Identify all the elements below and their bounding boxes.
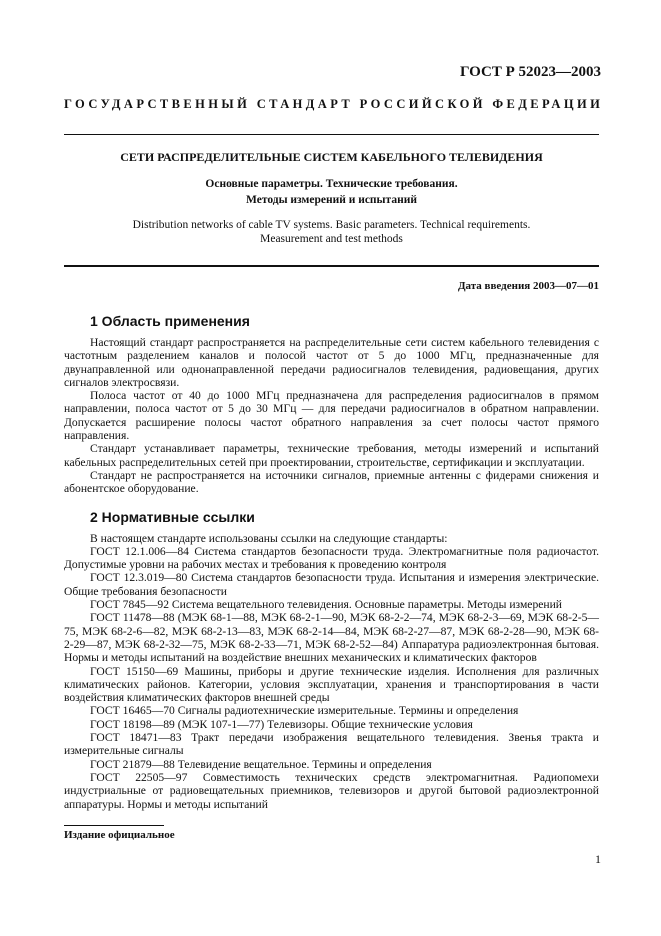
official-edition-note: Издание официальное [64,829,175,841]
reference-item: ГОСТ 11478—88 (МЭК 68-1—88, МЭК 68-2-1—90, МЭК 68-2-2—74, МЭК 68-2-3—69, МЭК 68-2-5—75, МЭК 68-2-6—82, МЭК 68-2-13—83, МЭК 68-2-14—84, МЭК 68-2-27—87, МЭК 68-2-28—90, МЭК 68-2-29—87, МЭК 68-2-32—75, МЭК 68-2-33—71, МЭК 68-2-52—84) Аппаратура радиоэлектронная бытовая. Нормы и методы испытаний на воздействие внешних механических и климатических факторов [64,611,599,665]
english-title-line-1: Distribution networks of cable TV systems. Basic parameters. Technical requirements. [132,219,531,231]
reference-item: ГОСТ 18198—89 (МЭК 107-1—77) Телевизоры. Общие технические условия [90,717,473,731]
footer-rule [64,825,164,826]
standard-code: ГОСТ Р 52023—2003 [459,64,601,80]
header-rule [64,134,599,135]
section-1-paragraph: Стандарт устанавливает параметры, технические требования, методы измерений и испытаний кабельных распределительных сетей при проектировании, строительстве, сертификации и эксплуатации. [64,442,599,469]
section-1-paragraph: Стандарт не распространяется на источники сигналов, приемные антенны с фидерами снижения и абонентское оборудование. [64,468,599,496]
reference-item: ГОСТ 12.1.006—84 Система стандартов безопасности труда. Электромагнитные поля радиочастот. Допустимые уровни на рабочих местах и требования к проведению контроля [64,544,599,572]
reference-item: ГОСТ 16465—70 Сигналы радиотехнические измерительные. Термины и определения [90,704,519,718]
section-2-intro: В настоящем стандарте использованы ссылки на следующие стандарты: [90,531,448,545]
reference-item: ГОСТ 22505—97 Совместимость технических средств электромагнитная. Радиопомехи индустриальные от радиовещательных приемников, телевизоров и другой бытовой радиоэлектронной аппаратуры. Нормы и методы испытаний [64,770,599,811]
document-body [64,312,599,811]
reference-item: ГОСТ 12.3.019—80 Система стандартов безопасности труда. Испытания и измерения электрические. Общие требования безопасности [64,571,599,598]
reference-item: ГОСТ 18471—83 Тракт передачи изображения вещательного телевидения. Звенья тракта и измерительные сигналы [64,731,599,758]
title-rule [64,265,599,267]
reference-item: ГОСТ 7845—92 Система вещательного телевидения. Основные параметры. Методы измерений [90,598,563,612]
section-1-heading: 1 Область применения [90,313,250,329]
state-standard-banner: ГОСУДАРСТВЕННЫЙ СТАНДАРТ РОССИЙСКОЙ ФЕДЕРАЦИИ [64,97,604,111]
document-subtitle [64,176,599,208]
section-1-paragraph: Полоса частот от 40 до 1000 МГц предназначена для распределения радиосигналов в прямом направлении, полоса частот от 5 до 30 МГц — для передачи радиосигналов в обратном направлении. Допускается расширение полосы частот обратного направления за счет полосы частот прямого направления. [64,389,599,443]
section-1-paragraph: Настоящий стандарт распространяется на распределительные сети систем кабельного телевидения с частотным разделением каналов и полосой частот от 5 до 1000 МГц, предназначенные для двунаправленной или однонаправленной передачи радиосигналов телевидения, радиовещания, других сигналов электросвязи. [64,336,599,389]
english-title [64,218,599,246]
subtitle-line-2: Методы измерений и испытаний [246,194,417,206]
reference-item: ГОСТ 15150—69 Машины, приборы и другие технические изделия. Исполнения для различных климатических районов. Категории, условия эксплуатации, хранения и транспортирования в части воздействия климатических факторов внешней среды [64,664,599,705]
english-title-line-2: Measurement and test methods [260,233,403,245]
subtitle-line-1: Основные параметры. Технические требования. [205,178,458,190]
document-title: СЕТИ РАСПРЕДЕЛИТЕЛЬНЫЕ СИСТЕМ КАБЕЛЬНОГО ТЕЛЕВИДЕНИЯ [120,150,543,164]
section-2-heading: 2 Нормативные ссылки [90,508,255,525]
introduction-date: Дата введения 2003—07—01 [457,280,599,292]
reference-item: ГОСТ 21879—88 Телевидение вещательное. Термины и определения [90,757,432,771]
page-number: 1 [595,852,601,866]
